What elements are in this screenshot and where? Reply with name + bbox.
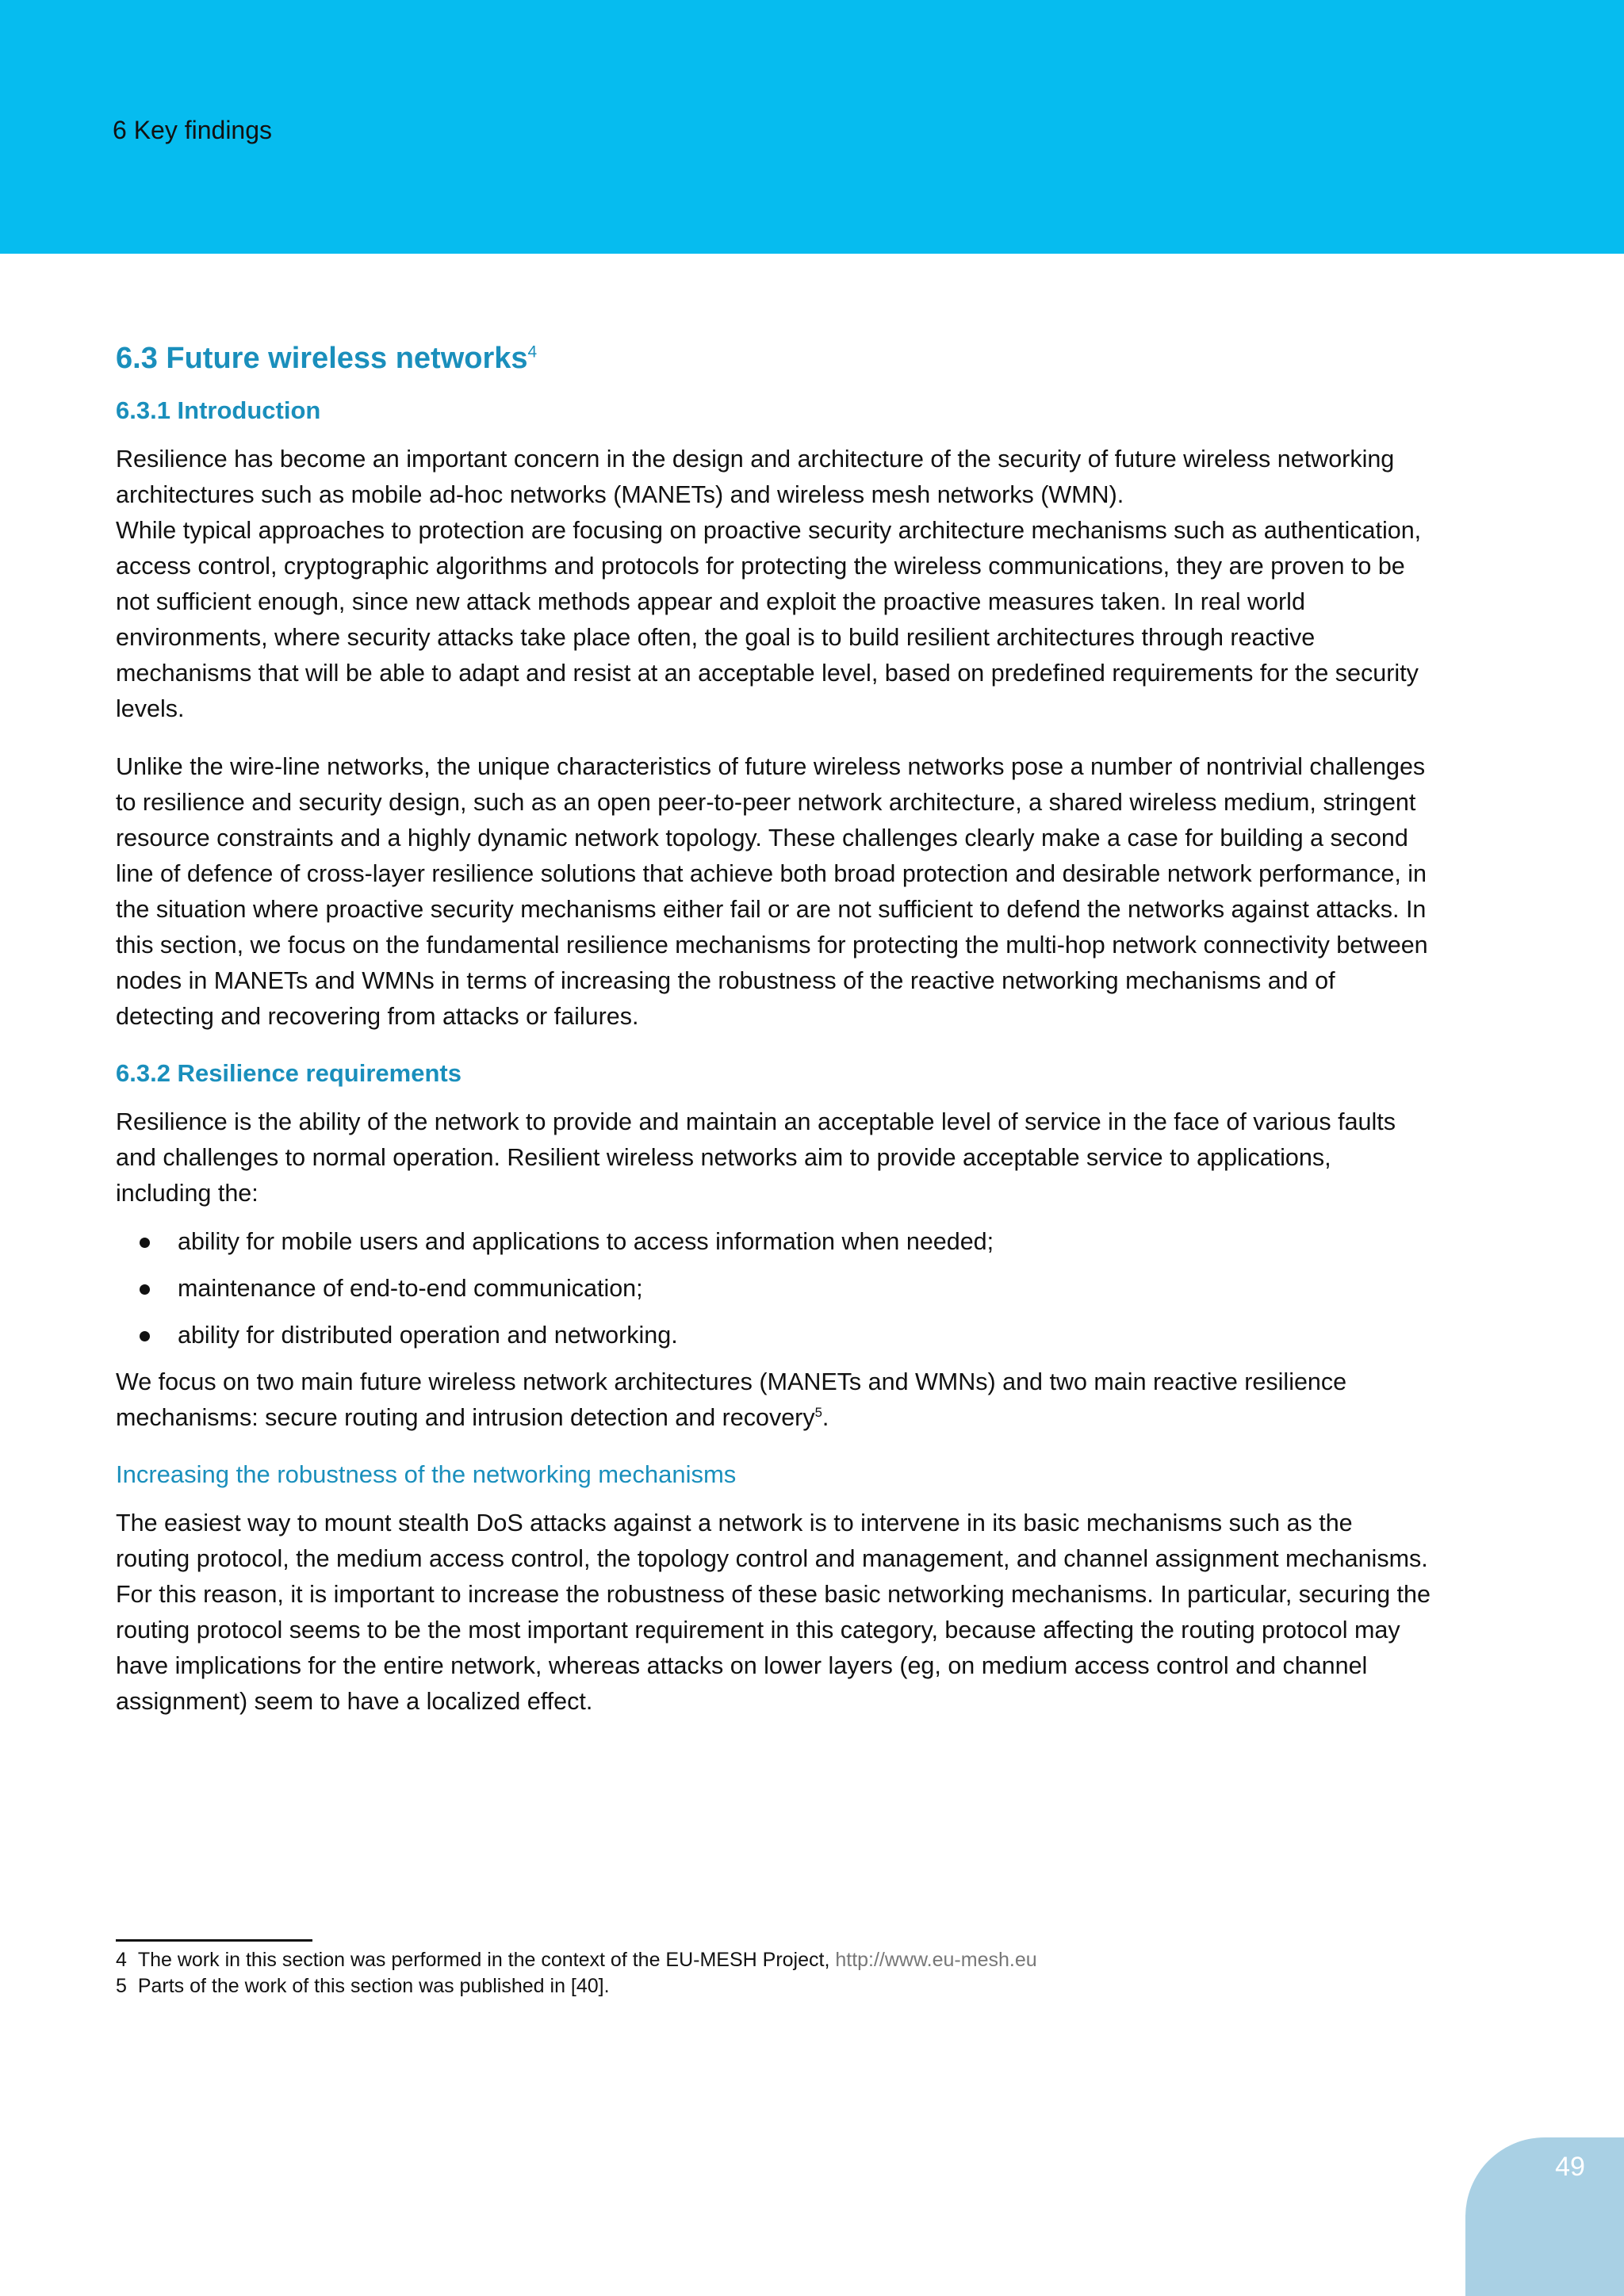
paragraph: The easiest way to mount stealth DoS attacks against a network is to intervene in its basic mechanisms such as the routing protocol, the medium access control, the topology control and management, and channel assignment mechanisms. For this reason, it is important to increase the robustness of these basic networking mechanisms. In particular, securing the routing protocol seems to be the most important requirement in this category, because affecting the routing protocol may have implications for the entire network, whereas attacks on lower layers (eg, on medium access control and channel assignment) seem to have a localized effect. [116,1509,1431,1715]
footnote-ref-4[interactable]: 4 [527,342,538,362]
main-content [116,339,1432,1742]
footnote-number: 4 [116,1949,127,1971]
subheading-robustness: Increasing the robustness of the networking mechanisms [116,1460,737,1489]
chapter-label: 6 Key findings [113,116,273,144]
paragraph-end: . [822,1404,829,1432]
section-title [116,339,1432,378]
footnote-text: The work in this section was performed in the context of the EU-MESH Project, [137,1949,836,1971]
footnote-5 [116,1973,1305,1999]
list-item-text: maintenance of end-to-end communication; [178,1275,643,1303]
paragraph: Resilience is the ability of the network to provide and maintain an acceptable level of service in the face of various faults and challenges to normal operation. Resilient wireless networks aim to provide acceptable service to applications, including the: [116,1108,1396,1207]
paragraph [116,1364,1432,1436]
footnote-4 [116,1947,1305,1973]
list-item [116,1271,1432,1307]
list-item [116,1224,1432,1260]
footnote-divider [116,1939,312,1942]
requirements-list [116,1224,1432,1353]
list-item-text: ability for distributed operation and networking. [178,1322,678,1349]
bullet-icon [140,1284,150,1295]
paragraph-text: We focus on two main future wireless network architectures (MANETs and WMNs) and two main reactive resilience mechanisms: secure routing and intrusion detection and recovery [116,1368,1347,1432]
list-item-text: ability for mobile users and applications to access information when needed; [178,1228,994,1256]
subsection-heading-requirements: 6.3.2 Resilience requirements [116,1059,462,1088]
footnote-link[interactable]: http://www.eu-mesh.eu [835,1949,1037,1971]
bullet-icon [140,1331,150,1341]
section-title-text: 6.3 Future wireless networks [116,342,528,375]
paragraph: Unlike the wire-line networks, the unique characteristics of future wireless networks pose a number of nontrivial challenges to resilience and security design, such as an open peer-to-peer network architecture, a shared wireless medium, stringent resource constraints and a highly dynamic network topology. These challenges clearly make a case for building a second line of defence of cross-layer resilience solutions that achieve both broad protection and desirable network performance, in the situation where proactive security mechanisms either fail or are not sufficient to defend the networks against attacks. In this section, we focus on the fundamental resilience mechanisms for protecting the multi-hop network connectivity between nodes in MANETs and WMNs in terms of increasing the robustness of the reactive networking mechanisms and of detecting and recovering from attacks or failures. [116,753,1428,1031]
paragraph: Resilience has become an important concern in the design and architecture of the security of future wireless networking architectures such as mobile ad-hoc networks (MANETs) and wireless mesh networks (WMN). [116,446,1395,509]
list-item [116,1318,1432,1353]
footnote-number: 5 [116,1975,127,1997]
footnotes [116,1947,1305,1999]
footnote-ref-5[interactable]: 5 [814,1404,822,1420]
footnote-text: Parts of the work of this section was published in [40]. [137,1975,610,1997]
page-number: 49 [1555,2152,1585,2182]
paragraph: While typical approaches to protection are focusing on proactive security architecture mechanisms such as authentication, access control, cryptographic algorithms and protocols for protecting the wireless communications, they are proven to be not sufficient enough, since new attack methods appear and exploit the proactive measures taken. In real world environments, where security attacks take place often, the goal is to build resilient architectures through reactive mechanisms that will be able to adapt and resist at an acceptable level, based on predefined requirements for the security levels. [116,517,1422,723]
subsection-heading-introduction: 6.3.1 Introduction [116,396,321,425]
bullet-icon [140,1238,150,1248]
